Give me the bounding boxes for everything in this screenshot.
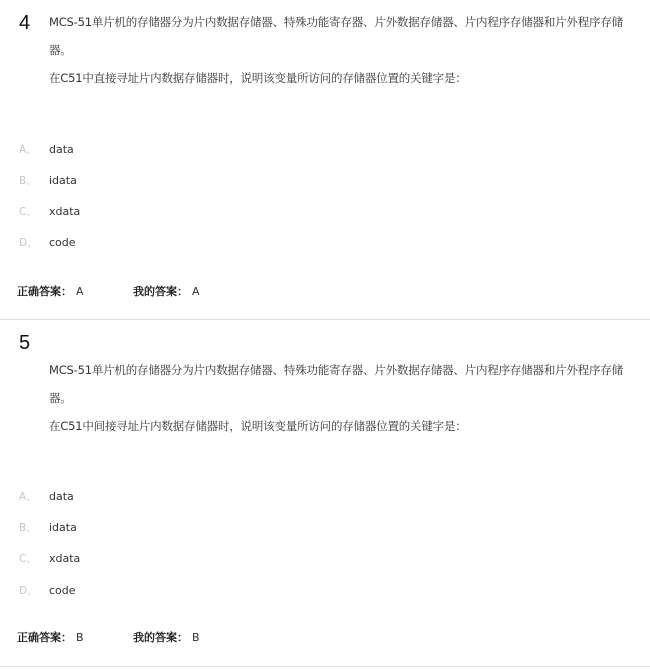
question-4 [0,0,650,320]
option-letter: A、 [19,144,37,156]
stem-prompt: 在C51中直接寻址片内数据存储器时，说明该变量所访问的存储器位置的关键字是： [49,71,467,85]
correct-answer-label: 正确答案： [17,631,72,644]
option-text: data [49,490,74,503]
question-number: 5 [19,332,31,354]
correct-answer-value: B [76,631,84,644]
question-number: 4 [19,12,31,34]
option-letter: B、 [19,522,37,534]
answer-row [17,630,200,646]
option-letter: C、 [19,553,37,565]
stem-text: MCS-51单片机的存储器分为片内数据存储器、特殊功能寄存器、片外数据存储器、片内程序存储器和片外程序存储器。 [49,363,623,405]
option-text: xdata [49,552,81,565]
option-letter: D、 [19,237,38,249]
stem-prompt: 在C51中间接寻址片内数据存储器时，说明该变量所访问的存储器位置的关键字是： [49,419,467,433]
option-text: code [49,584,76,597]
question-stem [49,8,635,92]
my-answer-value: B [192,631,200,644]
question-stem [49,356,635,440]
my-answer [133,630,200,646]
question-divider [0,319,650,320]
answer-row [17,284,200,300]
option-letter: B、 [19,175,37,187]
my-answer-label: 我的答案： [133,285,188,298]
option-text: idata [49,521,77,534]
my-answer-value: A [192,285,200,298]
question-divider [0,666,650,667]
option-text: idata [49,174,77,187]
my-answer-label: 我的答案： [133,631,188,644]
option-letter: A、 [19,491,37,503]
option-letter: D、 [19,585,38,597]
stem-text: MCS-51单片机的存储器分为片内数据存储器、特殊功能寄存器、片外数据存储器、片内程序存储器和片外程序存储器。 [49,15,623,57]
correct-answer-label: 正确答案： [17,285,72,298]
correct-answer-value: A [76,285,84,298]
option-text: code [49,236,76,249]
option-letter: C、 [19,206,37,218]
option-text: xdata [49,205,81,218]
my-answer [133,284,200,300]
question-5 [0,321,650,667]
option-text: data [49,143,74,156]
